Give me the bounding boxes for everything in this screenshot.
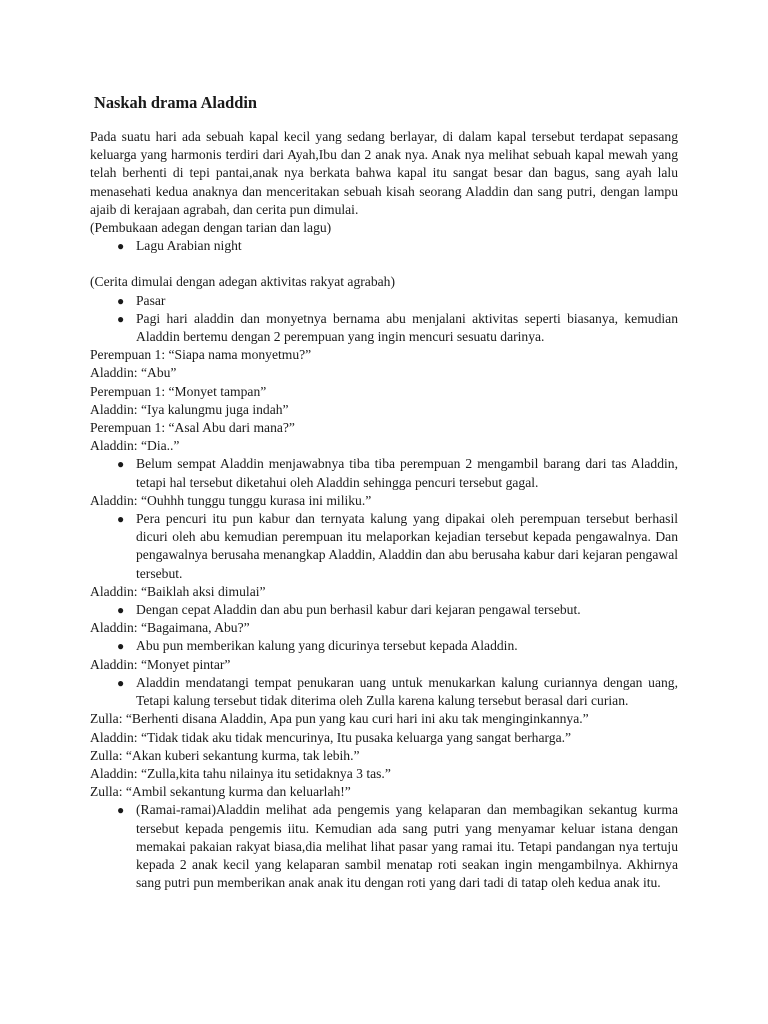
bullet-icon: ● (117, 293, 125, 308)
document-title: Naskah drama Aladdin (94, 93, 258, 112)
bullet-icon: ● (117, 239, 125, 254)
dialogue-line: Perempuan 1: “Monyet tampan” (90, 383, 267, 399)
blank-line (90, 255, 678, 273)
dialogue-line: Aladdin: “Iya kalungmu juga indah” (90, 401, 289, 417)
dialogue-line: Perempuan 1: “Siapa nama monyetmu?” (90, 347, 312, 363)
dialogue-line: Aladdin: “Tidak tidak aku tidak mencurinya, Itu pusaka keluarga yang sangat berharga.” (90, 729, 572, 745)
list-item (90, 310, 678, 346)
list-item (90, 674, 678, 710)
dialogue-line: Aladdin: “Ouhhh tunggu tunggu kurasa ini miliku.” (90, 492, 372, 508)
bullet-list (90, 637, 678, 655)
dialogue-line: Aladdin: “Monyet pintar” (90, 656, 231, 672)
list-item-text: Lagu Arabian night (136, 238, 242, 254)
intro-paragraph: Pada suatu hari ada sebuah kapal kecil yang sedang berlayar, di dalam kapal tersebut terdapat sepasang keluarga yang harmonis terdiri dari Ayah,Ibu dan 2 anak nya. Anak nya melihat sebuah kapal mewah yang telah berhenti di tepi pantai,anak nya berkata bahwa kapal itu sangat besar dan bagus, sang ayah lalu menasehati kedua anaknya dan menceritakan sebuah kisah seorang Aladdin dan sang putri, dengan lampu ajaib di kerajaan agrabah, dan cerita pun dimulai. (90, 129, 678, 217)
list-item (90, 510, 678, 583)
list-item (90, 601, 678, 619)
stage-direction-opening: (Pembukaan adegan dengan tarian dan lagu) (90, 220, 332, 236)
list-item-text: Pera pencuri itu pun kabur dan ternyata kalung yang dipakai oleh perempuan tersebut berhasil dicuri oleh abu kemudian perempuan itu melaporkan kejadian tersebut kepada pengawalnya. Dan pengawalnya berusaha menangkap Aladdin, Aladdin dan abu berusaha kabur dari kejaran pengawal tersebut. (136, 511, 678, 581)
list-item (90, 637, 678, 655)
list-item (90, 801, 678, 892)
bullet-list (90, 510, 678, 583)
bullet-icon: ● (117, 512, 125, 527)
dialogue-line: Aladdin: “Zulla,kita tahu nilainya itu setidaknya 3 tas.” (90, 765, 391, 781)
bullet-icon: ● (117, 639, 125, 654)
dialogue-line: Zulla: “Berhenti disana Aladdin, Apa pun yang kau curi hari ini aku tak menginginkannya.” (90, 711, 589, 727)
dialogue-line: Aladdin: “Bagaimana, Abu?” (90, 620, 250, 636)
list-item-text: Pagi hari aladdin dan monyetnya bernama abu menjalani aktivitas seperti biasanya, kemudian Aladdin bertemu dengan 2 perempuan yang ingin mencuri sesuatu darinya. (136, 310, 678, 345)
bullet-list (90, 601, 678, 619)
list-item-text: (Ramai-ramai)Aladdin melihat ada pengemis yang kelaparan dan membagikan sekantug kurma tersebut kepada pengemis iitu. Kemudian ada sang putri yang menyamar keluar istana dengan memakai pakaian rakyat biasa,dia melihat lihat pasar yang ramai itu. Tetapi pandangan nya tertuju kepada 2 anak kecil yang kelaparan sambil menatap roti seakan ingin mengambilnya. Akhirnya sang putri pun memberikan anak anak itu dengan roti yang dari tadi di tatap oleh kedua anak itu. (136, 802, 678, 891)
bullet-icon: ● (117, 803, 125, 818)
bullet-icon: ● (117, 603, 125, 618)
list-item (90, 455, 678, 491)
bullet-list (90, 455, 678, 491)
list-item-text: Abu pun memberikan kalung yang dicurinya tersebut kepada Aladdin. (136, 638, 518, 654)
list-item (90, 292, 678, 310)
stage-direction-market: (Cerita dimulai dengan adegan aktivitas rakyat agrabah) (90, 274, 395, 290)
dialogue-line: Perempuan 1: “Asal Abu dari mana?” (90, 420, 295, 436)
bullet-icon: ● (117, 457, 125, 472)
list-item-text: Belum sempat Aladdin menjawabnya tiba tiba perempuan 2 mengambil barang dari tas Aladdin, tetapi hal tersebut diketahui oleh Aladdin sehingga pencuri tersebut gagal. (136, 456, 678, 490)
bullet-list (90, 674, 678, 710)
document-page (90, 92, 678, 892)
bullet-icon: ● (117, 311, 125, 326)
dialogue-line: Aladdin: “Dia..” (90, 438, 180, 454)
list-item-text: Pasar (136, 292, 166, 308)
dialogue-line: Aladdin: “Baiklah aksi dimulai” (90, 583, 266, 599)
bullet-list-opening (90, 237, 678, 255)
list-item (90, 237, 678, 255)
dialogue-line: Zulla: “Akan kuberi sekantung kurma, tak lebih.” (90, 747, 360, 763)
list-item-text: Aladdin mendatangi tempat penukaran uang untuk menukarkan kalung curiannya dengan uang, Tetapi kalung tersebut tidak diterima oleh Zulla karena kalung tersebut berasal dari curian. (136, 674, 678, 709)
dialogue-line: Zulla: “Ambil sekantung kurma dan keluarlah!” (90, 784, 351, 800)
list-item-text: Dengan cepat Aladdin dan abu pun berhasil kabur dari kejaran pengawal tersebut. (136, 602, 581, 618)
bullet-list (90, 801, 678, 892)
bullet-list-market (90, 292, 678, 347)
bullet-icon: ● (117, 675, 125, 690)
dialogue-line: Aladdin: “Abu” (90, 365, 177, 381)
